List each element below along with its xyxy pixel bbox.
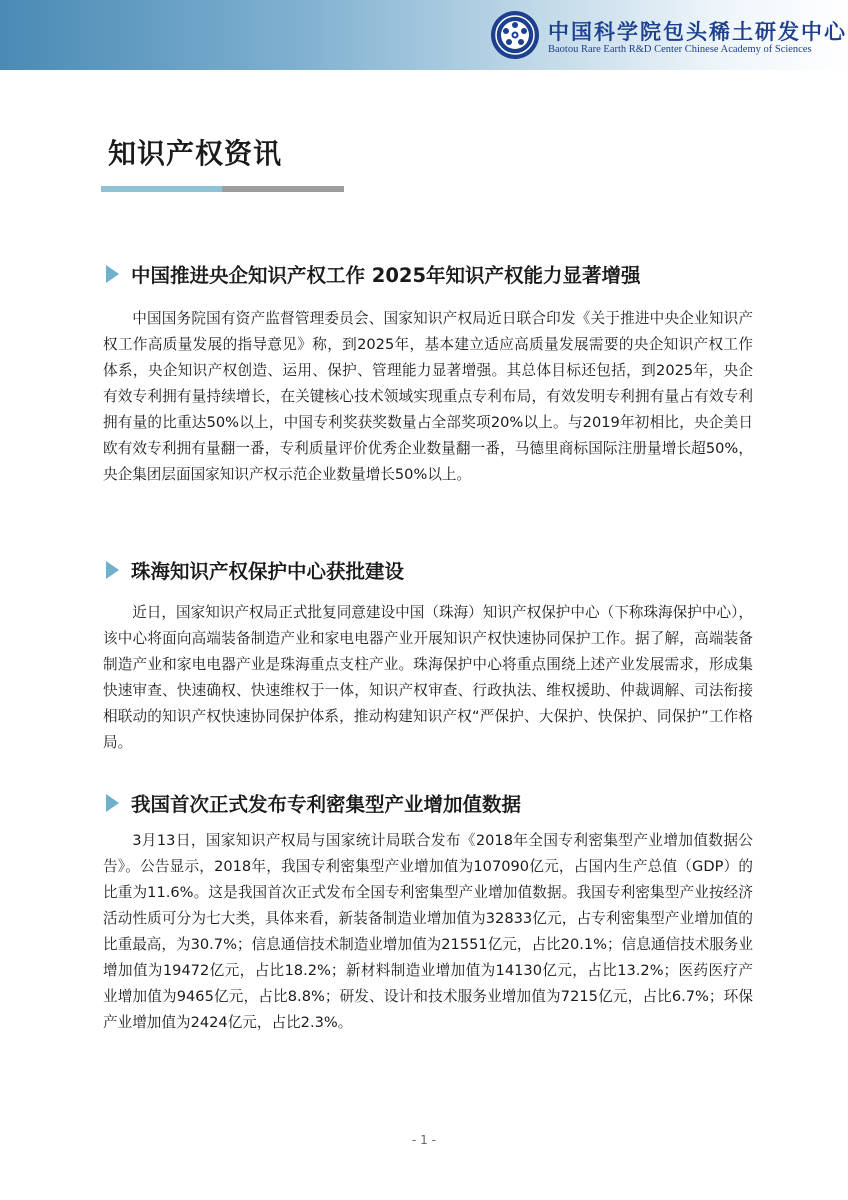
section-title: 我国首次正式发布专利密集型产业增加值数据 — [131, 793, 522, 816]
triangle-bullet-icon — [106, 561, 119, 579]
section-heading — [106, 555, 404, 585]
title-underline-gray — [222, 186, 344, 192]
page-number: - 1 - — [412, 1133, 436, 1147]
section-heading — [106, 788, 521, 818]
header-banner — [0, 0, 848, 70]
cas-emblem-icon — [490, 10, 540, 60]
section-heading — [106, 259, 641, 289]
page-title: 知识产权资讯 — [108, 137, 283, 170]
org-logo — [490, 10, 848, 60]
section-title: 中国推进央企知识产权工作 2025年知识产权能力显著增强 — [131, 264, 641, 287]
section-body: 中国国务院国有资产监督管理委员会、国家知识产权局近日联合印发《关于推进中央企业知识产权工作高质量发展的指导意见》称，到2025年，基本建立适应高质量发展需要的央企知识产权工作体系，央企知识产权创造、运用、保护、管理能力显著增强。其总体目标还包括，到2025年，央企有效专利拥有量持续增长，在关键核心技术领域实现重点专利布局，有效发明专利拥有量占有效专利拥有量的比重达50%以上，中国专利奖获奖数量占全部奖项20%以上。与2019年初相比，央企美日欧有效专利拥有量翻一番，专利质量评价优秀企业数量翻一番，马德里商标国际注册量增长超50%，央企集团层面国家知识产权示范企业数量增长50%以上。 — [103, 310, 753, 483]
triangle-bullet-icon — [106, 265, 119, 283]
title-underline-accent — [101, 186, 222, 192]
org-name-cn: 中国科学院包头稀土研发中心 — [548, 19, 847, 44]
section-title: 珠海知识产权保护中心获批建设 — [131, 560, 405, 583]
org-name-en: Baotou Rare Earth R&D Center Chinese Academy of Sciences — [548, 44, 812, 55]
triangle-bullet-icon — [106, 794, 119, 812]
section-body: 近日，国家知识产权局正式批复同意建设中国（珠海）知识产权保护中心（下称珠海保护中心），该中心将面向高端装备制造产业和家电电器产业开展知识产权快速协同保护工作。据了解，高端装备制造产业和家电电器产业是珠海重点支柱产业。珠海保护中心将重点围绕上述产业发展需求，形成集快速审查、快速确权、快速维权于一体，知识产权审查、行政执法、维权援助、仲裁调解、司法衔接相联动的知识产权快速协同保护体系，推动构建知识产权“严保护、大保护、快保护、同保护”工作格局。 — [103, 604, 753, 751]
section-body: 3月13日，国家知识产权局与国家统计局联合发布《2018年全国专利密集型产业增加值数据公告》。公告显示，2018年，我国专利密集型产业增加值为107090亿元，占国内生产总值（GDP）的比重为11.6%。这是我国首次正式发布全国专利密集型产业增加值数据。我国专利密集型产业按经济活动性质可分为七大类，具体来看，新装备制造业增加值为32833亿元，占专利密集型产业增加值的比重最高，为30.7%；信息通信技术制造业增加值为21551亿元，占比20.1%；信息通信技术服务业增加值为19472亿元，占比18.2%；新材料制造业增加值为14130亿元，占比13.2%；医药医疗产业增加值为9465亿元，占比8.8%；研发、设计和技术服务业增加值为7215亿元，占比6.7%；环保产业增加值为2424亿元，占比2.3%。 — [103, 832, 753, 1031]
